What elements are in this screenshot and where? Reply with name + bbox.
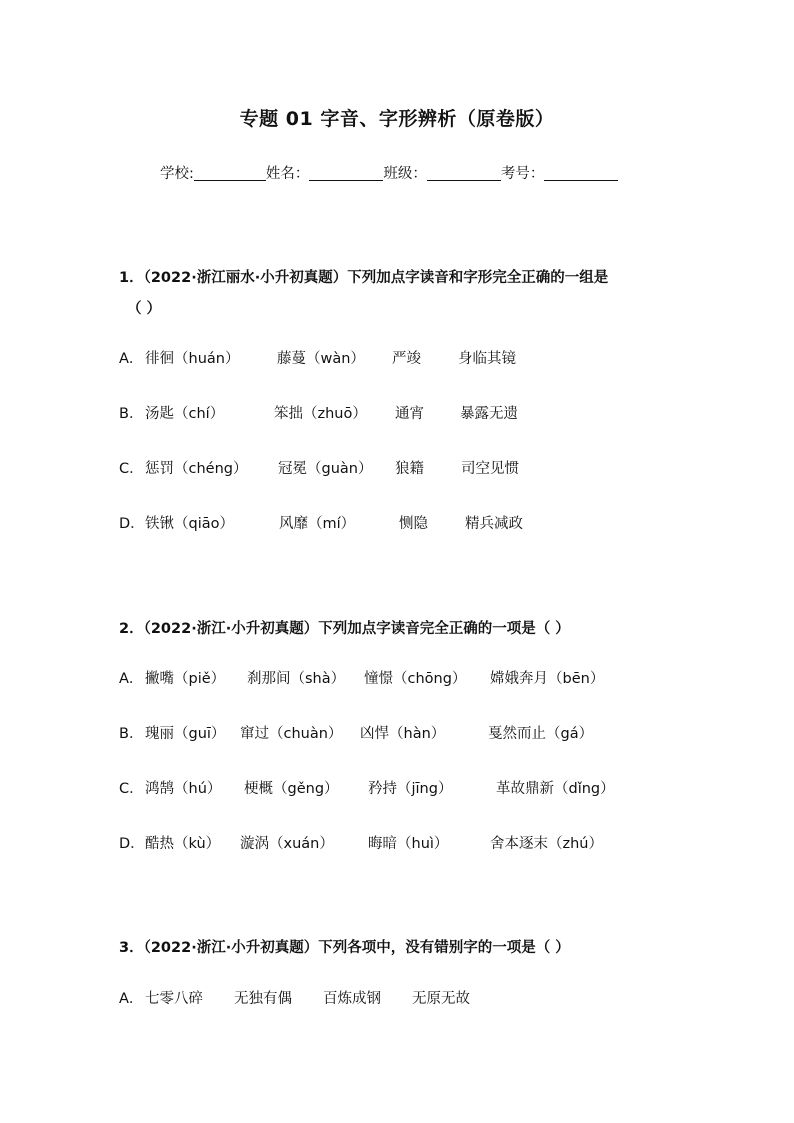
option-item: 窜过（chuàn） [240, 726, 343, 742]
question-1-option-b [119, 402, 518, 423]
question-1-option-a [119, 347, 516, 368]
number-label: 考号： [500, 166, 545, 182]
question-3-stem: 3．（2022·浙江·小升初真题）下列各项中，没有错别字的一项是（ ） [119, 940, 570, 956]
option-item: 嫦娥奔月（bēn） [490, 671, 605, 687]
option-item: 暴露无遗 [460, 406, 518, 422]
option-item: 舍本逐末（zhú） [490, 836, 603, 852]
question-2-option-d [119, 832, 603, 853]
option-letter: C． [119, 781, 144, 797]
option-item: 冠冕（guàn） [278, 461, 373, 477]
option-letter: A． [119, 671, 144, 687]
option-letter: A． [119, 351, 144, 367]
question-1-option-c [119, 457, 519, 478]
name-blank[interactable] [309, 179, 383, 181]
option-item: 撇嘴（piě） [145, 671, 226, 687]
option-letter: C． [119, 461, 144, 477]
question-1-stem: 1．（2022·浙江丽水·小升初真题）下列加点字读音和字形完全正确的一组是 [119, 270, 609, 286]
question-3-option-a [119, 987, 470, 1008]
question-2-option-a [119, 667, 604, 688]
number-blank[interactable] [544, 179, 618, 181]
option-letter: D． [119, 836, 145, 852]
school-label: 学校: [160, 166, 194, 182]
option-letter: A． [119, 991, 144, 1007]
option-item: 漩涡（xuán） [240, 836, 334, 852]
option-item: 革故鼎新（dǐng） [496, 781, 615, 797]
option-item: 瑰丽（guī） [145, 726, 226, 742]
question-2-option-b [119, 722, 593, 743]
option-item: 身临其镜 [458, 351, 516, 367]
option-item: 无原无故 [412, 991, 470, 1007]
option-letter: D． [119, 516, 145, 532]
page-title: 专题 01 字音、字形辨析（原卷版） [239, 108, 555, 130]
option-item: 风靡（mí） [279, 516, 356, 532]
question-1-answer-paren: （ ） [127, 301, 162, 317]
option-item: 憧憬（chōng） [364, 671, 467, 687]
option-item: 徘徊（huán） [145, 351, 240, 367]
option-item: 酷热（kù） [145, 836, 221, 852]
option-item: 百炼成钢 [323, 991, 381, 1007]
question-1-option-d [119, 512, 523, 533]
school-blank[interactable] [194, 179, 266, 181]
option-item: 矜持（jīng） [368, 781, 453, 797]
class-label: 班级： [383, 166, 427, 182]
option-letter: B． [119, 726, 144, 742]
option-item: 梗概（gěng） [244, 781, 339, 797]
option-item: 恻隐 [399, 516, 428, 532]
option-item: 刹那间（shà） [247, 671, 346, 687]
option-item: 藤蔓（wàn） [277, 351, 365, 367]
question-2-stem: 2．（2022·浙江·小升初真题）下列加点字读音完全正确的一项是（ ） [119, 621, 570, 637]
option-item: 惩罚（chéng） [145, 461, 248, 477]
option-item: 铁锹（qiāo） [145, 516, 234, 532]
option-item: 狼籍 [395, 461, 424, 477]
option-item: 凶悍（hàn） [360, 726, 446, 742]
name-label: 姓名： [265, 166, 310, 182]
question-2-option-c [119, 777, 615, 798]
option-item: 无独有偶 [234, 991, 292, 1007]
option-item: 七零八碎 [145, 991, 203, 1007]
class-blank[interactable] [427, 179, 501, 181]
option-item: 严竣 [392, 351, 421, 367]
student-info-line [160, 162, 618, 183]
option-item: 鸿鹄（hú） [145, 781, 222, 797]
option-item: 通宵 [395, 406, 424, 422]
option-item: 汤匙（chí） [145, 406, 225, 422]
option-item: 精兵减政 [465, 516, 523, 532]
option-item: 司空见惯 [461, 461, 519, 477]
option-item: 晦暗（huì） [368, 836, 449, 852]
option-item: 戛然而止（gá） [488, 726, 594, 742]
option-item: 笨拙（zhuō） [274, 406, 367, 422]
option-letter: B． [119, 406, 144, 422]
